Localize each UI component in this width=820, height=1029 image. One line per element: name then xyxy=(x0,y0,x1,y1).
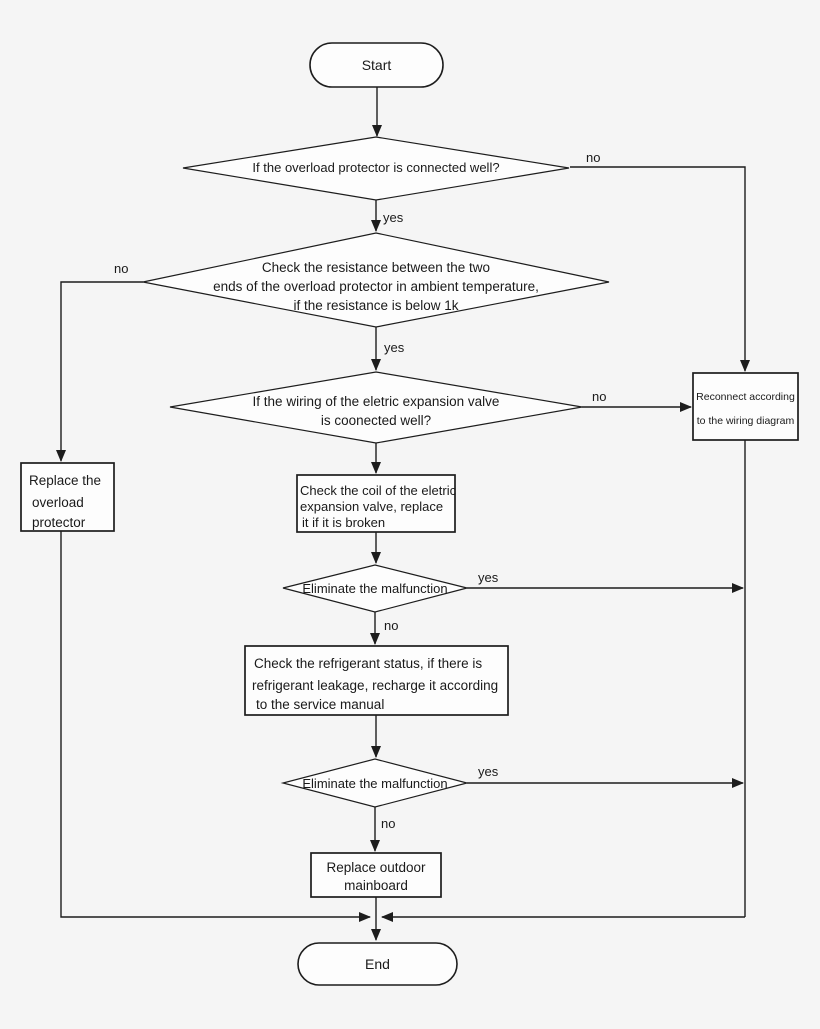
node-decision-eliminate-2 xyxy=(283,759,467,807)
node-process-check-refrigerant xyxy=(245,646,508,715)
node-end xyxy=(298,943,457,985)
node-decision-overload-connected xyxy=(183,137,569,200)
check-refrigerant-line3: to the service manual xyxy=(256,697,385,712)
label-eliminate2-no: no xyxy=(381,816,396,831)
label-wiring-no: no xyxy=(592,389,607,404)
edge-overload-no-to-reconnect xyxy=(570,167,745,371)
check-refrigerant-line1: Check the refrigerant status, if there is xyxy=(254,656,483,671)
label-resistance-yes: yes xyxy=(384,340,405,355)
label-overload-no: no xyxy=(586,150,601,165)
label-eliminate1-no: no xyxy=(384,618,399,633)
node-decision-eliminate-1 xyxy=(283,565,467,612)
label-eliminate2-yes: yes xyxy=(478,764,499,779)
label-eliminate1-yes: yes xyxy=(478,570,499,585)
replace-mainboard-line2: mainboard xyxy=(344,878,408,893)
label-resistance-no: no xyxy=(114,261,129,276)
label-overload-yes: yes xyxy=(383,210,404,225)
valve-wiring-line2: is coonected well? xyxy=(320,413,432,428)
check-coil-line1: Check the coil of the eletric xyxy=(300,483,457,498)
check-coil-line3: it if it is broken xyxy=(302,515,386,530)
check-coil-line2: expansion valve, replace xyxy=(300,499,444,514)
overload-connected-label: If the overload protector is connected well? xyxy=(252,160,500,175)
check-refrigerant-line2: refrigerant leakage, recharge it according xyxy=(252,678,499,693)
reconnect-line1: Reconnect according xyxy=(696,391,795,403)
start-label: Start xyxy=(361,57,392,73)
node-process-check-coil xyxy=(297,475,457,532)
node-process-replace-mainboard xyxy=(311,853,441,897)
reconnect-shape xyxy=(693,373,798,440)
replace-mainboard-line1: Replace outdoor xyxy=(326,860,426,875)
eliminate-2-label: Eliminate the malfunction xyxy=(302,776,448,791)
check-resistance-line3: if the resistance is below 1k xyxy=(293,298,459,313)
end-label: End xyxy=(365,956,390,972)
valve-wiring-line1: If the wiring of the eletric expansion valve xyxy=(252,394,500,409)
node-decision-valve-wiring xyxy=(170,372,582,443)
replace-protector-line2: overload xyxy=(32,495,84,510)
replace-protector-line3: protector xyxy=(32,515,86,530)
check-resistance-line1: Check the resistance between the two xyxy=(261,260,491,275)
check-resistance-line2: ends of the overload protector in ambient temperature, xyxy=(213,279,539,294)
node-start xyxy=(310,43,443,87)
node-process-reconnect xyxy=(693,373,798,440)
reconnect-line2: to the wiring diagram xyxy=(696,415,795,427)
node-decision-check-resistance xyxy=(143,233,609,327)
node-process-replace-protector xyxy=(21,463,114,531)
eliminate-1-label: Eliminate the malfunction xyxy=(302,581,448,596)
edge-resistance-no-to-replace-protector xyxy=(61,282,143,461)
replace-protector-line1: Replace the xyxy=(29,473,102,488)
